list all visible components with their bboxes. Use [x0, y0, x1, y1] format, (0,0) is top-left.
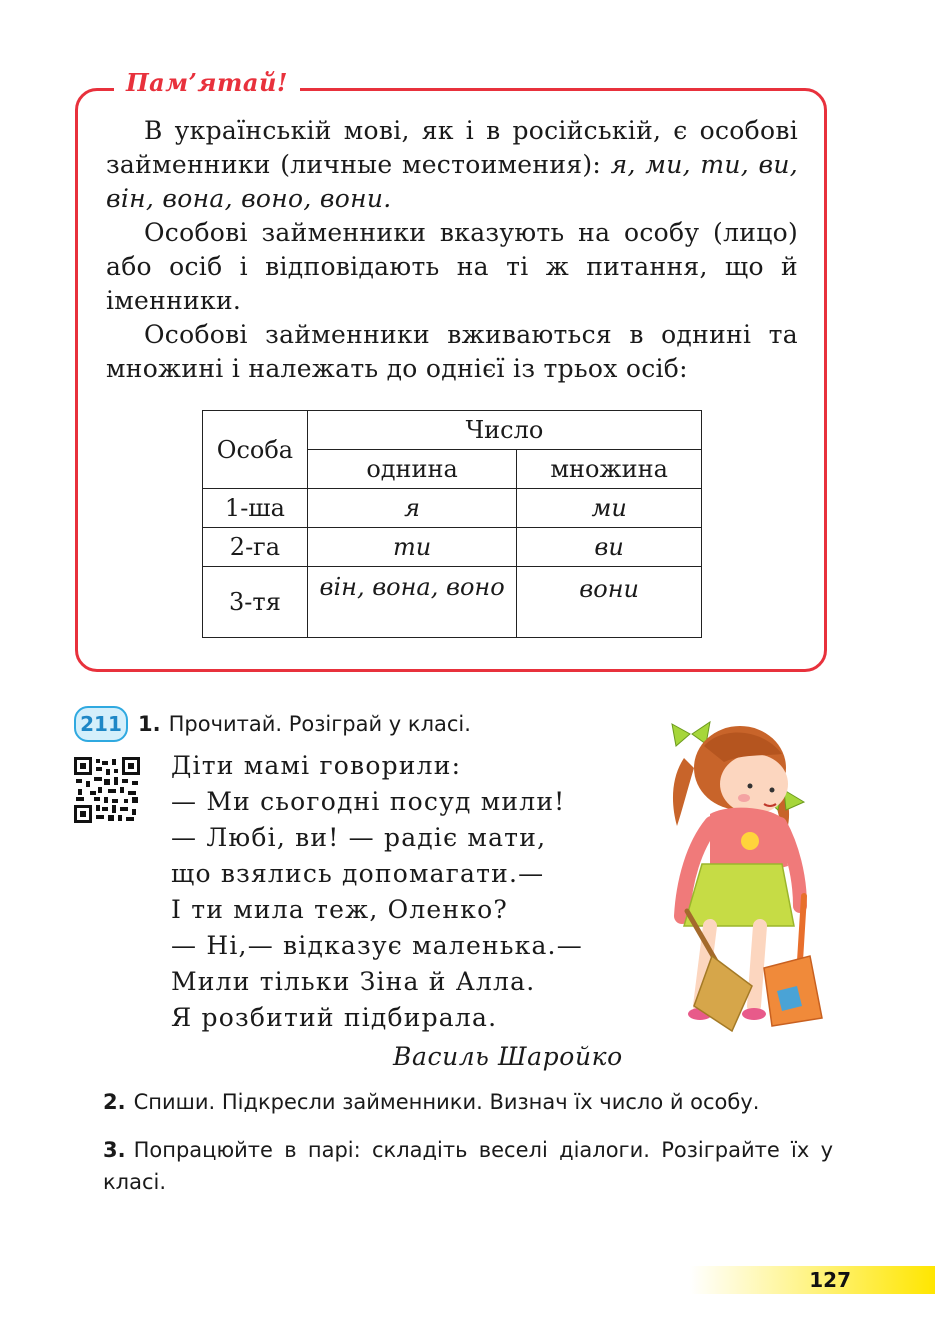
task-text: Прочитай. Розіграй у класі.: [168, 712, 471, 736]
exercise-number-badge: 211: [74, 706, 128, 742]
remember-paragraph-2: Особові займенники вказують на особу (лицо) або осіб і відповідають на ті ж питання, що й іменники.: [106, 218, 798, 315]
person-cell: 2-га: [203, 528, 308, 567]
header-plural: множина: [517, 450, 702, 489]
qr-code-icon[interactable]: [74, 757, 140, 823]
header-person: Особа: [203, 411, 308, 489]
plural-cell: ми: [517, 489, 702, 528]
poem-line: І ти мила теж, Оленко?: [171, 895, 508, 924]
remember-paragraph-3: Особові займенники вживаються в однині та множині і належать до однієї із трьох осіб:: [106, 320, 798, 383]
page-number: 127: [809, 1268, 851, 1292]
remember-text: [106, 114, 798, 386]
pronoun-table: [202, 410, 702, 638]
singular-cell: він, вона, воно: [307, 567, 516, 638]
poem-author: Василь Шаройко: [393, 1042, 623, 1071]
header-number: Число: [307, 411, 701, 450]
remember-title: Пам’ятай!: [114, 66, 300, 100]
poem-line: — Ні,— відказує маленька.—: [171, 931, 583, 960]
poem-line: — Ми сьогодні посуд мили!: [171, 787, 566, 816]
task-number: 1.: [138, 712, 161, 736]
singular-cell: я: [307, 489, 516, 528]
table-row: [203, 489, 702, 528]
poem-line: Діти мамі говорили:: [171, 751, 462, 780]
person-cell: 3-тя: [203, 567, 308, 638]
task-3: [103, 1134, 833, 1198]
task-text: Спиши. Підкресли займенники. Визнач їх число й особу.: [133, 1090, 760, 1114]
girl-sweeping-illustration: [632, 706, 842, 1036]
plural-cell: ви: [517, 528, 702, 567]
header-singular: однина: [307, 450, 516, 489]
task-1: [138, 708, 471, 740]
task-2: [103, 1086, 759, 1118]
task-number: 2.: [103, 1090, 126, 1114]
poem-line: Я розбитий підбирала.: [171, 1003, 498, 1032]
pronoun-list: я, ми, ти, ви, він, вона, воно, вони.: [106, 150, 798, 213]
poem: [171, 748, 583, 1036]
task-number: 3.: [103, 1138, 126, 1162]
poem-line: Мили тільки Зіна й Алла.: [171, 967, 536, 996]
table-row: [203, 567, 702, 638]
plural-cell: вони: [517, 567, 702, 638]
remember-paragraph-1: В українській мові, як і в російській, є особові займенники (личные местоимения): я, ми, ти, ви, він, вона, воно, вони.: [106, 116, 798, 213]
singular-cell: ти: [307, 528, 516, 567]
person-cell: 1-ша: [203, 489, 308, 528]
task-text: Попрацюйте в парі: складіть веселі діалоги. Розіграйте їх у класі.: [103, 1138, 833, 1194]
poem-line: — Любі, ви! — радіє мати,: [171, 823, 547, 852]
table-row: [203, 528, 702, 567]
poem-line: що взялись допомагати.—: [171, 859, 545, 888]
